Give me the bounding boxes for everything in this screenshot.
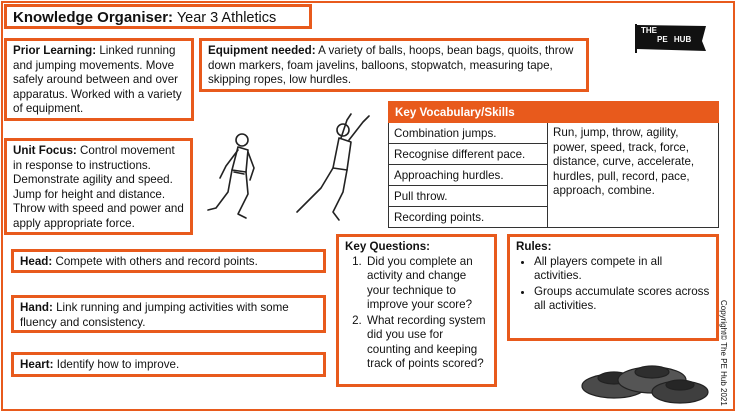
pe-hub-logo bbox=[632, 22, 710, 54]
list-item: • All players compete in all activities. bbox=[534, 255, 710, 284]
head-box bbox=[11, 249, 326, 273]
logo-line3: HUB bbox=[673, 35, 692, 44]
key-questions-list bbox=[345, 255, 488, 372]
logo-line1: THE bbox=[641, 26, 657, 35]
equipment-label: Equipment needed: bbox=[208, 44, 316, 57]
title-subtitle: Year 3 Athletics bbox=[176, 10, 277, 26]
logo-line2: PE bbox=[657, 35, 668, 44]
athlete-running-illustration bbox=[198, 130, 278, 228]
skill-cell: Combination jumps. bbox=[389, 123, 548, 144]
hand-box bbox=[11, 295, 326, 333]
skill-cell: Approaching hurdles. bbox=[389, 165, 548, 186]
list-item: • Groups accumulate scores across all activities. bbox=[534, 285, 710, 314]
heart-label: Heart: bbox=[20, 358, 54, 371]
athlete-jumping-illustration bbox=[285, 112, 380, 232]
head-label: Head: bbox=[20, 255, 53, 268]
vocab-header: Key Vocabulary/Skills bbox=[389, 102, 719, 123]
rules-box bbox=[507, 234, 719, 341]
title-heading: Knowledge Organiser: bbox=[13, 9, 174, 26]
key-questions-box bbox=[336, 234, 497, 387]
list-item: 1. Did you complete an activity and change your technique to improve your score? bbox=[365, 255, 488, 313]
vocab-words-cell: Run, jump, throw, agility, power, speed, track, force, distance, curve, accelerate, hurdles, pull, record, pace, approach, combine. bbox=[548, 123, 719, 228]
cones-illustration bbox=[580, 348, 712, 406]
page-title bbox=[4, 4, 312, 29]
unit-focus-box bbox=[4, 138, 193, 235]
skill-cell: Recording points. bbox=[389, 207, 548, 228]
vocabulary-table bbox=[388, 101, 719, 228]
unit-focus-label: Unit Focus: bbox=[13, 144, 77, 157]
list-item: 2. What recording system did you use for counting and keeping track of points scored? bbox=[365, 314, 488, 372]
vocab-row bbox=[389, 123, 719, 144]
equipment-box bbox=[199, 38, 589, 92]
unit-focus-text: Control movement in response to instructions. Demonstrate agility and speed. Jump for height and distance. Throw with speed and power and apply appropriate force. bbox=[13, 144, 184, 230]
skill-cell: Pull throw. bbox=[389, 186, 548, 207]
copyright-text: Copyright© The PE Hub 2021 bbox=[719, 300, 728, 406]
rules-list bbox=[516, 255, 710, 314]
hand-text: Link running and jumping activities with some fluency and consistency. bbox=[20, 301, 289, 329]
head-text: Compete with others and record points. bbox=[55, 255, 258, 268]
skill-cell: Recognise different pace. bbox=[389, 144, 548, 165]
heart-text: Identify how to improve. bbox=[56, 358, 180, 371]
vocab-header-row bbox=[389, 102, 719, 123]
heart-box bbox=[11, 352, 326, 377]
hand-label: Hand: bbox=[20, 301, 53, 314]
key-questions-label: Key Questions: bbox=[345, 240, 431, 253]
prior-learning-label: Prior Learning: bbox=[13, 44, 97, 57]
rules-label: Rules: bbox=[516, 240, 552, 253]
copyright-notice bbox=[716, 300, 730, 410]
prior-learning-box bbox=[4, 38, 194, 121]
equipment-text: A variety of balls, hoops, bean bags, quoits, throw down markers, foam javelins, balloons, stopwatch, measuring tape, skipping ropes, low hurdles. bbox=[208, 44, 574, 86]
prior-learning-text: Linked running and jumping movements. Move safely around between and over apparatus. Worked with a variety of equipment. bbox=[13, 44, 182, 115]
